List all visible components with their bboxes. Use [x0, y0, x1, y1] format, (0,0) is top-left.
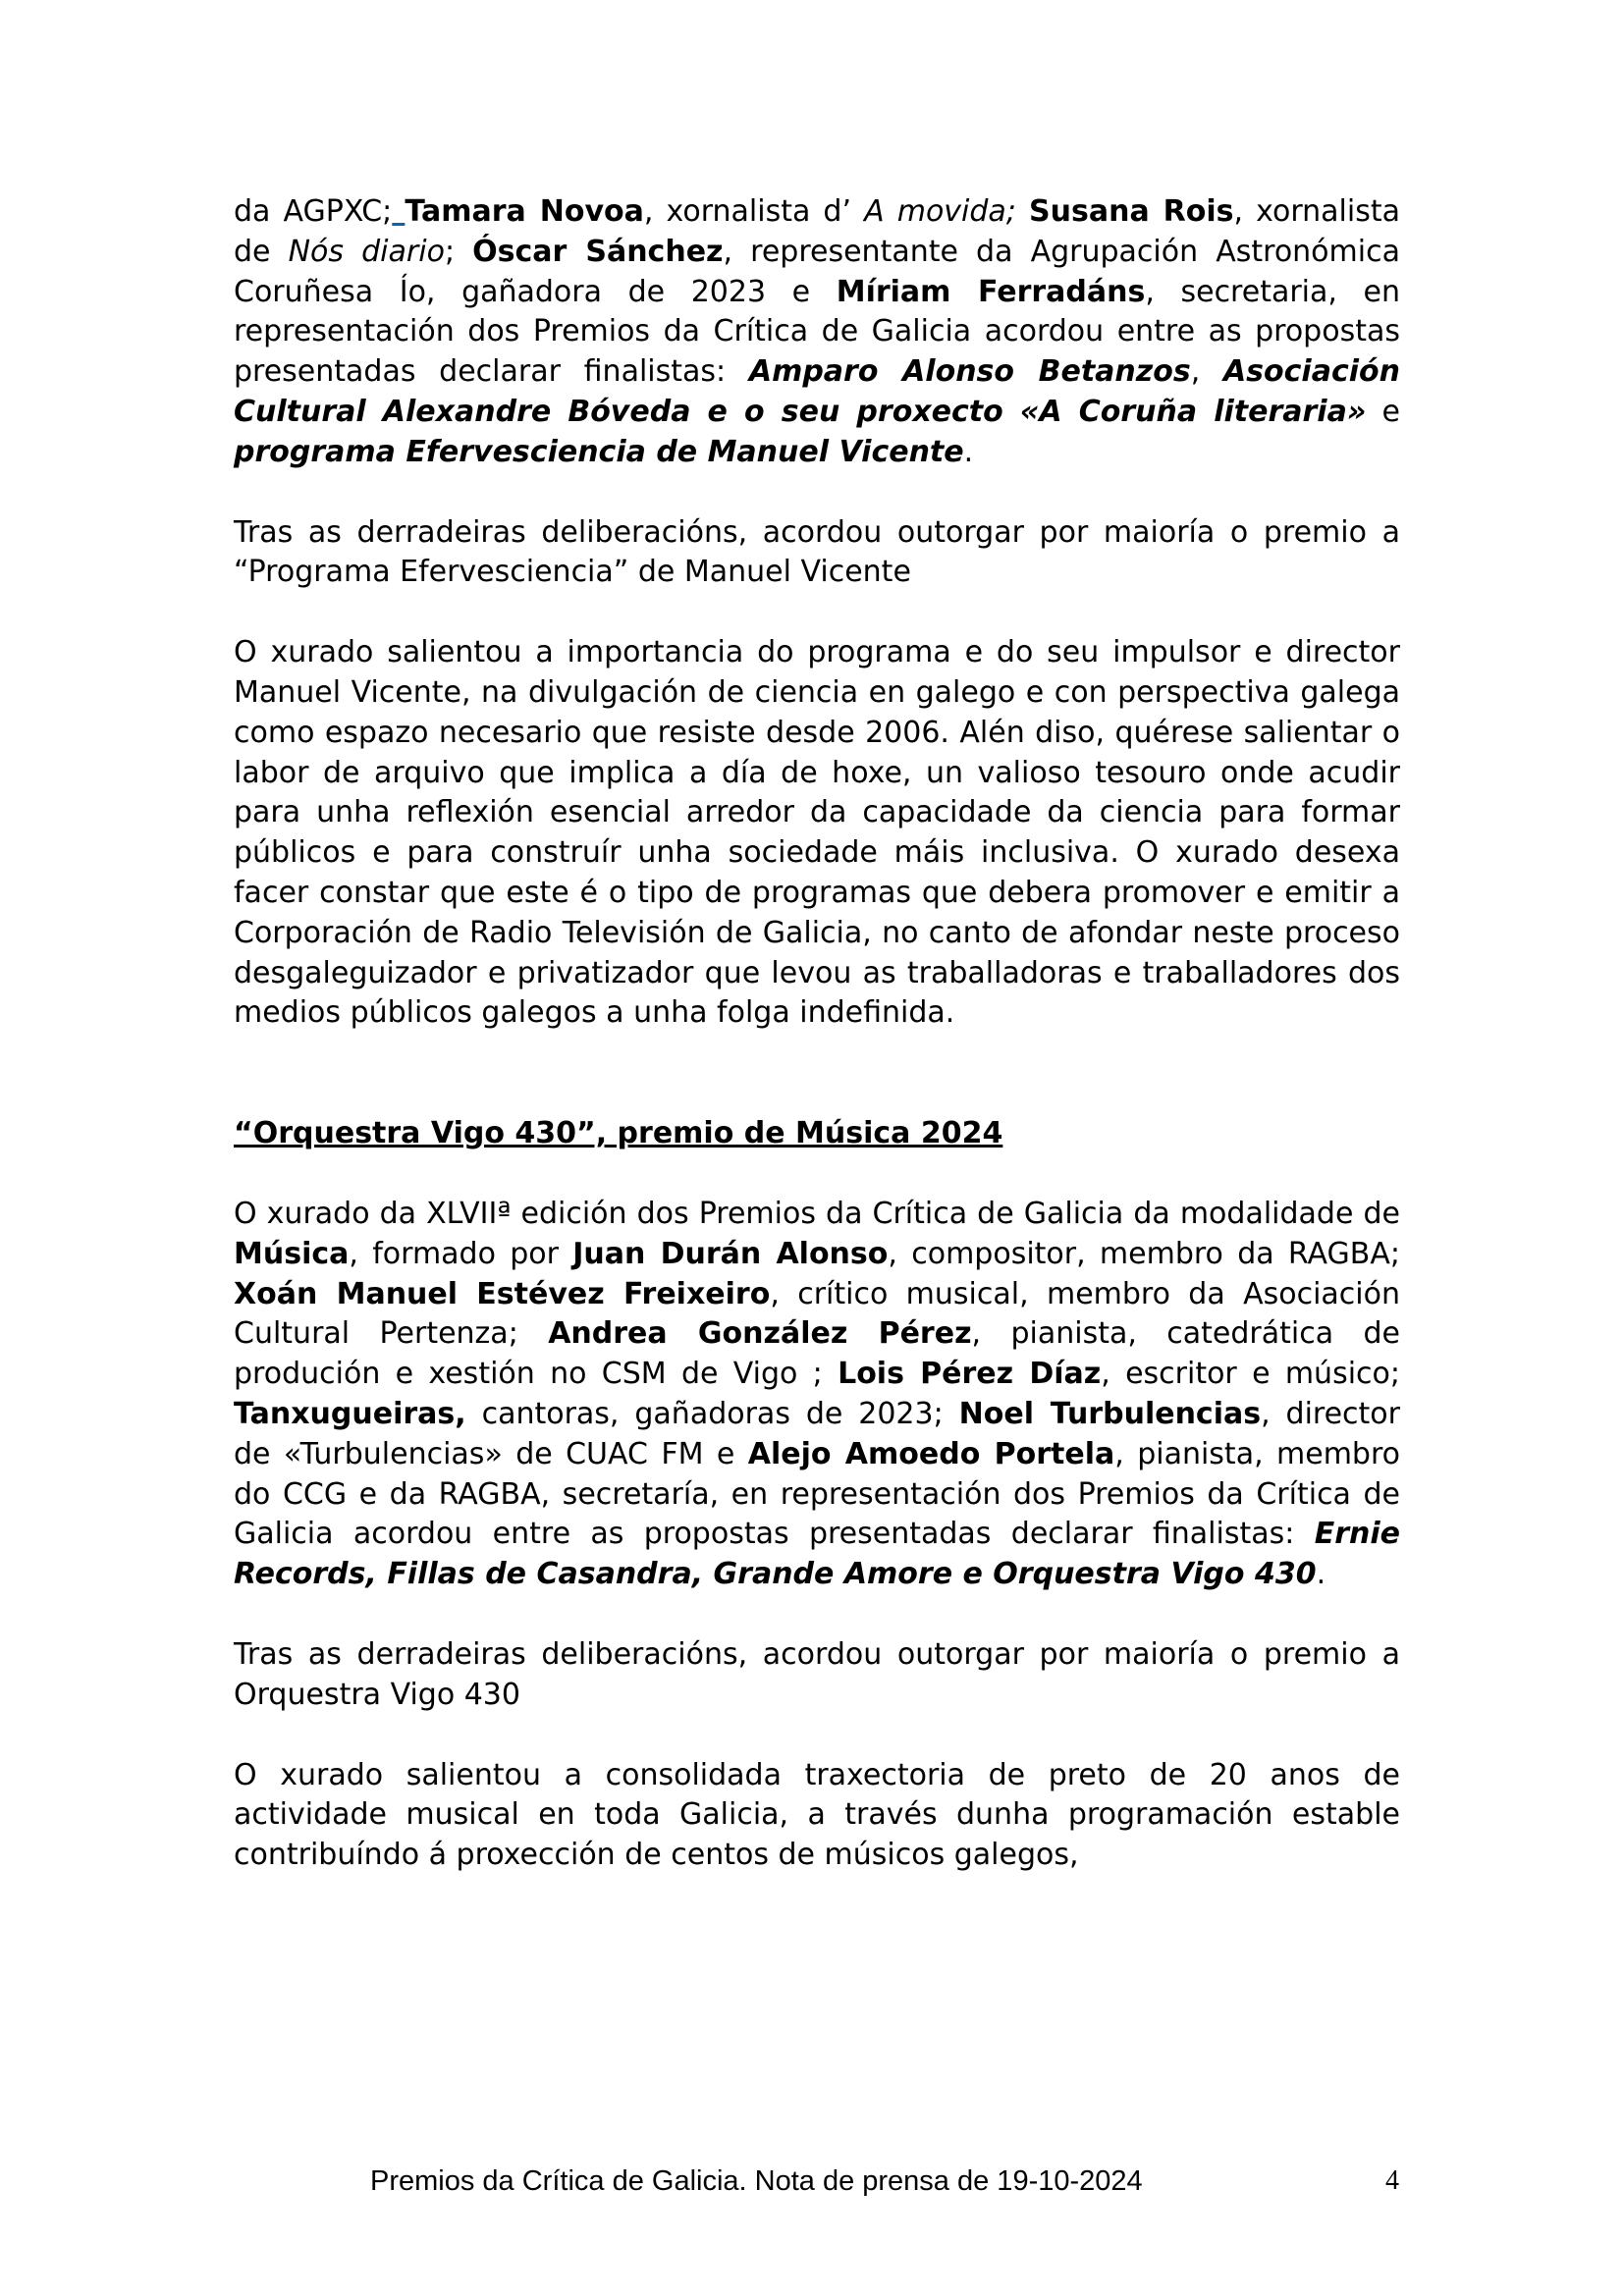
bold-italic-text: Ernie Records, Fillas de Casandra, Grande Amore e Orquestra Vigo 430 — [234, 1517, 1400, 1592]
bold-text: Lois Pérez Díaz — [838, 1357, 1102, 1392]
bold-italic-text: programa Efervesciencia de Manuel Vicente — [234, 434, 964, 469]
text-run: , crítico musical, membro da Asociación Cultural Pertenza; — [234, 1276, 1400, 1352]
text-run: , secretaria, en representación dos Premios da Crítica de Galicia acordou entre as propostas presentadas declarar finalistas: — [234, 274, 1400, 390]
text-run: , compositor, membro da RAGBA; — [888, 1236, 1400, 1271]
text-run: O xurado salientou a importancia do programa e do seu impulsor e director Manuel Vicente, na divulgación de ciencia en galego e con perspectiva galega como espazo necesario que resiste desde 2006. Alén diso, quérese salientar o labor de arquivo que implica a día de hoxe, un valioso tesouro onde acudir para unha reflexión esencial arredor da capacidade da ciencia para formar públicos e para construír unha sociedade máis inclusiva. O xurado desexa facer constar que este é o tipo de programas que debera promover e emitir a Corporación de Radio Televisión de Galicia, no canto de afondar neste proceso desgaleguizador e privatizador que levou as traballadoras e traballadores dos medios públicos galegos a unha folga indefinida. — [234, 635, 1400, 1031]
text-run: da AGPXC; — [234, 194, 393, 229]
text-run: , xornalista d’ — [643, 194, 865, 229]
bold-text: Míriam Ferradáns — [836, 274, 1146, 309]
paragraph-jury-note-music — [234, 1756, 1400, 1876]
bold-text: Andrea González Pérez — [548, 1316, 972, 1352]
paragraph-jury-note-science — [234, 633, 1400, 1034]
text-run: e — [1366, 394, 1400, 429]
bold-text: Música — [234, 1236, 350, 1271]
bold-italic-text: Asociación Cultural Alexandre Bóveda e o seu proxecto «A Coruña literaria» — [234, 354, 1400, 429]
paragraph-jury-art — [234, 192, 1400, 473]
italic-text: A movida; — [864, 194, 1016, 229]
text-run: , pianista, membro do CCG e da RAGBA, secretaría, en representación dos Premios da Crítica de Galicia acordou entre as propostas presentadas declarar finalistas: — [234, 1436, 1400, 1552]
bold-text: Alejo Amoedo Portela — [747, 1436, 1115, 1471]
italic-text: Nós diario — [288, 234, 445, 269]
bold-text: Tamara Novoa — [405, 194, 644, 229]
text-run — [1016, 194, 1029, 229]
bold-italic-text: Amparo Alonso Betanzos — [748, 354, 1191, 390]
text-run: O xurado da XLVIIª edición dos Premios da Crítica de Galicia da modalidade de — [234, 1196, 1400, 1231]
text-run: Tras as derradeiras deliberacións, acordou outorgar por maioría o premio a Orquestra Vigo 430 — [234, 1636, 1400, 1712]
text-run: , director de «Turbulencias» de CUAC FM e — [234, 1396, 1400, 1471]
bold-text: Tanxugueiras, — [234, 1396, 466, 1431]
bold-text: Óscar Sánchez — [472, 234, 724, 269]
text-run: , xornalista de — [234, 194, 1400, 269]
text-run: , formado por — [349, 1236, 573, 1271]
text-run: Tras as derradeiras deliberacións, acordou outorgar por maioría o premio a “Programa Efervesciencia” de Manuel Vicente — [234, 514, 1400, 590]
text-run: . — [963, 434, 974, 469]
footer-text: Premios da Crítica de Galicia. Nota de prensa de 19-10-2024 — [370, 2165, 1143, 2197]
text-run: , — [1190, 354, 1223, 390]
text-run: ; — [444, 234, 473, 269]
bold-text: Noel Turbulencias — [958, 1396, 1262, 1431]
page-number: 4 — [1385, 2165, 1399, 2196]
text-run: . — [1316, 1557, 1326, 1592]
paragraph-deliberation-science — [234, 513, 1400, 594]
bold-text: Juan Durán Alonso — [572, 1236, 889, 1271]
paragraph-deliberation-music — [234, 1635, 1400, 1716]
text-run: , pianista, catedrática de produción e xestión no CSM de Vigo ; — [234, 1316, 1400, 1392]
hyperlink[interactable] — [392, 194, 405, 229]
text-run: O xurado salientou a consolidada traxectoria de preto de 20 anos de actividade musical en toda Galicia, a través dunha programación estable contribuíndo á proxección de centos de músicos galegos, — [234, 1757, 1400, 1873]
page-body — [234, 192, 1400, 1876]
text-run: , escritor e músico; — [1101, 1357, 1400, 1392]
bold-text: Susana Rois — [1029, 194, 1234, 229]
text-run: cantoras, gañadoras de 2023; — [465, 1396, 959, 1431]
paragraph-jury-music — [234, 1195, 1400, 1595]
section-heading-music: “Orquestra Vigo 430”, premio de Música 2024 — [234, 1116, 1003, 1151]
bold-text: Xoán Manuel Estévez Freixeiro — [234, 1276, 771, 1311]
text-run: , representante da Agrupación Astronómica Coruñesa Ío, gañadora de 2023 e — [234, 234, 1400, 309]
